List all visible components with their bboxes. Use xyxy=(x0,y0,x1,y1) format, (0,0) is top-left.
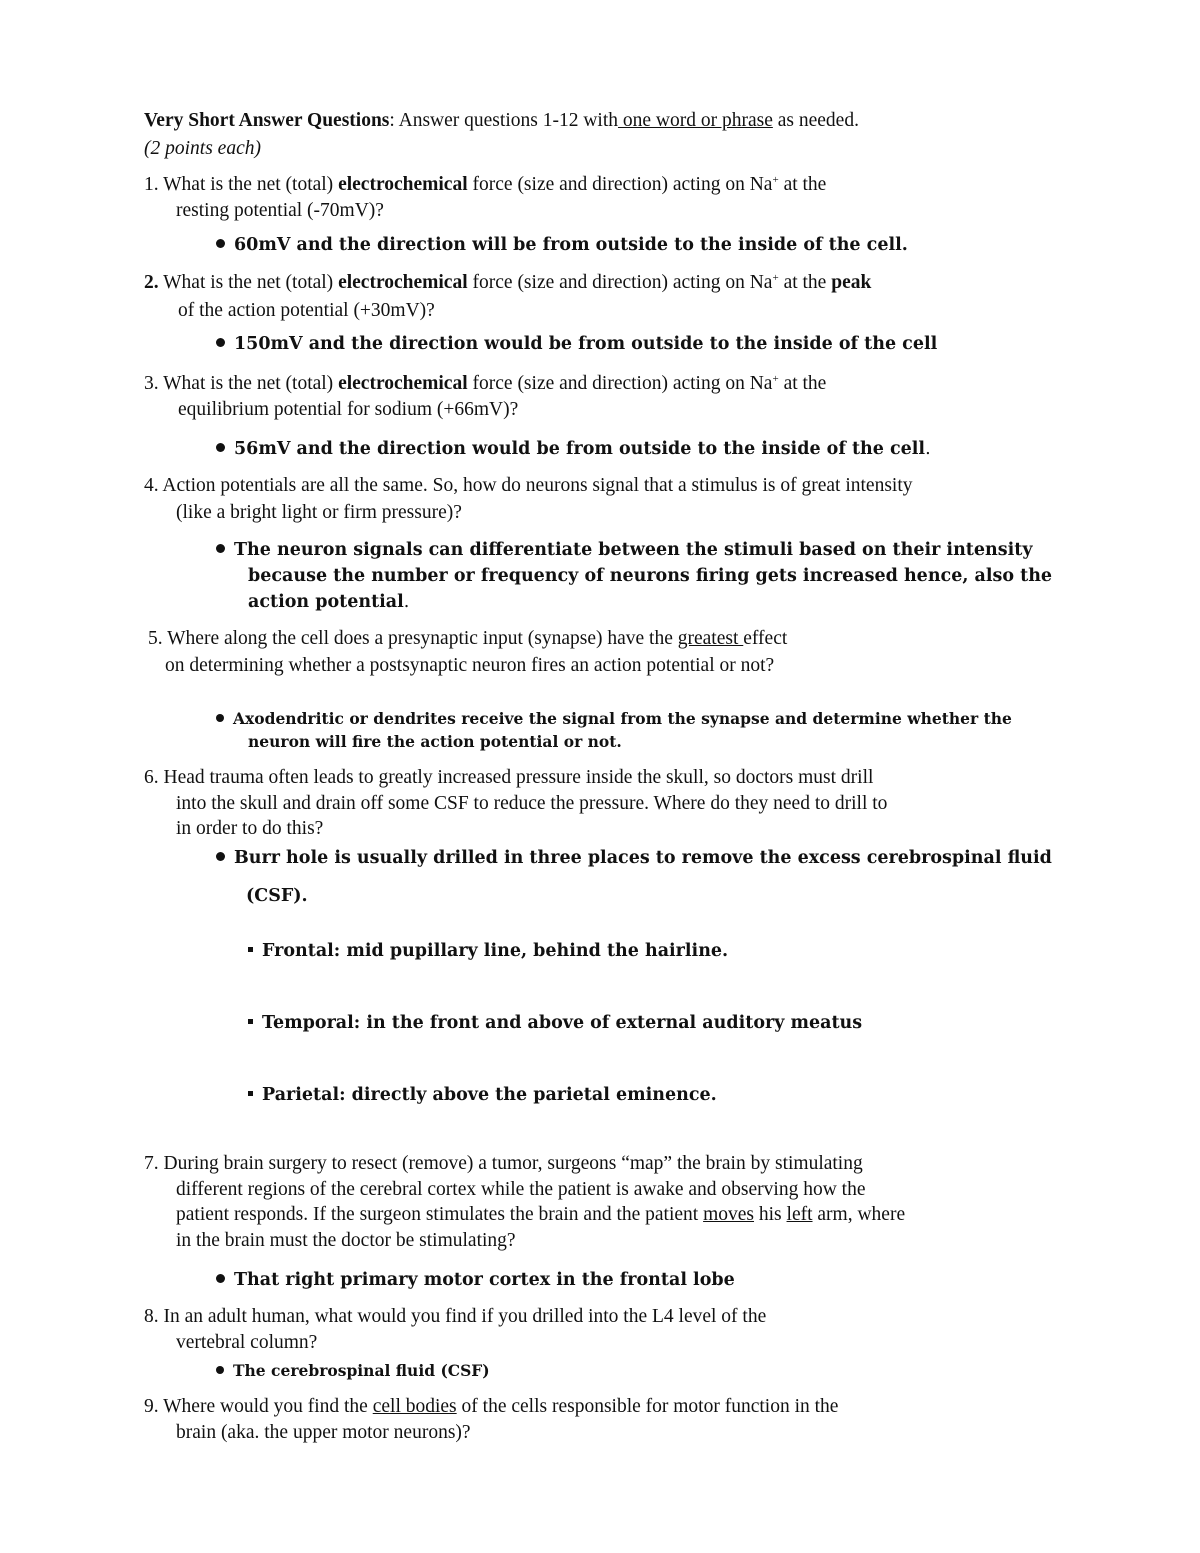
question-6-line-3: in order to do this? xyxy=(176,818,324,839)
q1-superscript: + xyxy=(772,174,779,186)
answer-2-text: 150mV and the direction would be from outside to the inside of the cell xyxy=(234,334,938,354)
question-7-line-2: different regions of the cerebral cortex while the patient is awake and observing how the xyxy=(176,1179,866,1200)
answer-1 xyxy=(216,232,908,258)
q7-text-b: his xyxy=(754,1204,787,1225)
answer-6-sub-1-text: Frontal: mid pupillary line, behind the hairline. xyxy=(262,941,729,961)
square-bullet-icon xyxy=(248,1091,253,1096)
instructions-text: Answer questions 1-12 with xyxy=(394,110,618,131)
answer-3 xyxy=(216,436,931,462)
bullet-icon xyxy=(216,1274,225,1283)
square-bullet-icon xyxy=(248,947,253,952)
instructions-underlined: one word or phrase xyxy=(617,110,773,131)
answer-4-line-1 xyxy=(216,537,1033,563)
q7-text-c: arm, where xyxy=(812,1204,906,1225)
answer-8-text: The cerebrospinal fluid (CSF) xyxy=(233,1361,490,1380)
question-7-line-3 xyxy=(176,1202,905,1228)
question-7-line-4: in the brain must the doctor be stimulating? xyxy=(176,1230,516,1251)
instructions-text-end: as needed. xyxy=(772,110,859,131)
q2-keyword-peak: peak xyxy=(831,272,872,293)
q1-text: 1. What is the net (total) xyxy=(144,174,339,195)
answer-8 xyxy=(216,1358,490,1384)
q7-underlined-moves: moves xyxy=(703,1204,755,1225)
question-6-line-1: 6. Head trauma often leads to greatly increased pressure inside the skull, so doctors must drill xyxy=(144,767,874,788)
answer-6-sub-3-text: Parietal: directly above the parietal eminence. xyxy=(262,1085,717,1105)
question-6-line-2: into the skull and drain off some CSF to reduce the pressure. Where do they need to drill to xyxy=(176,793,888,814)
question-9-line-1 xyxy=(144,1394,838,1420)
q2-superscript: + xyxy=(772,272,779,284)
answer-3-text: 56mV and the direction would be from outside to the inside of the cell xyxy=(234,439,926,459)
q7-underlined-left: left xyxy=(786,1204,813,1225)
question-8-line-1: 8. In an adult human, what would you find if you drilled into the L4 level of the xyxy=(144,1306,767,1327)
answer-6-sub-frontal xyxy=(248,938,728,964)
points-note: (2 points each) xyxy=(144,138,261,159)
q3-keyword: electrochemical xyxy=(338,373,468,394)
title-separator: : xyxy=(389,110,395,131)
q7-text-a: patient responds. If the surgeon stimulates the brain and the patient xyxy=(176,1204,704,1225)
bullet-icon xyxy=(216,443,225,452)
question-4-line-2: (like a bright light or firm pressure)? xyxy=(176,502,462,523)
bullet-icon xyxy=(216,852,225,861)
bullet-icon xyxy=(216,338,225,347)
q5-underlined: greatest xyxy=(677,628,744,649)
answer-6-line-2: (CSF). xyxy=(246,886,308,906)
question-1-line-1 xyxy=(144,172,826,198)
q2-keyword: electrochemical xyxy=(338,272,468,293)
q1-text-b: force (size and direction) acting on Na xyxy=(467,174,773,195)
q1-text-c: at the xyxy=(778,174,827,195)
answer-5-text-1: Axodendritic or dendrites receive the signal from the synapse and determine whether the xyxy=(233,709,1012,728)
answer-4-line-3 xyxy=(248,589,409,615)
square-bullet-icon xyxy=(248,1019,253,1024)
question-4-line-1: 4. Action potentials are all the same. So, how do neurons signal that a stimulus is of great intensity xyxy=(144,475,913,496)
answer-3-period: . xyxy=(925,439,931,459)
q9-underlined: cell bodies xyxy=(372,1396,457,1417)
answer-7-text: That right primary motor cortex in the frontal lobe xyxy=(234,1270,735,1290)
answer-5-line-2: neuron will fire the action potential or not. xyxy=(248,732,622,751)
question-2-line-2: of the action potential (+30mV)? xyxy=(178,300,435,321)
question-5-line-1 xyxy=(148,626,787,652)
answer-4-line-2: because the number or frequency of neurons firing gets increased hence, also the xyxy=(248,566,1053,586)
section-title: Very Short Answer Questions xyxy=(144,110,390,131)
instructions-line xyxy=(144,108,859,134)
question-8-line-2: vertebral column? xyxy=(176,1332,318,1353)
question-9-line-2: brain (aka. the upper motor neurons)? xyxy=(176,1422,471,1443)
q1-keyword: electrochemical xyxy=(338,174,468,195)
q9-text-b: of the cells responsible for motor function in the xyxy=(456,1396,839,1417)
q2-text-b: force (size and direction) acting on Na xyxy=(467,272,773,293)
answer-1-text: 60mV and the direction will be from outside to the inside of the cell. xyxy=(234,235,908,255)
answer-4-text-3: action potential xyxy=(248,592,404,612)
bullet-icon xyxy=(216,544,225,553)
answer-6-line-1 xyxy=(216,845,1052,871)
q3-text: 3. What is the net (total) xyxy=(144,373,339,394)
q3-superscript: + xyxy=(772,373,779,385)
answer-6-sub-temporal xyxy=(248,1010,862,1036)
question-3-line-1 xyxy=(144,371,826,397)
answer-6-sub-parietal xyxy=(248,1082,717,1108)
bullet-icon xyxy=(216,714,224,722)
q3-text-b: force (size and direction) acting on Na xyxy=(467,373,773,394)
answer-4-text-1: The neuron signals can differentiate between the stimuli based on their intensity xyxy=(234,540,1033,560)
answer-4-period: . xyxy=(403,592,410,612)
q2-number: 2. xyxy=(144,272,159,293)
bullet-icon xyxy=(216,239,225,248)
question-2-line-1 xyxy=(144,270,871,296)
question-5-line-2: on determining whether a postsynaptic neuron fires an action potential or not? xyxy=(165,655,775,676)
q5-text-b: effect xyxy=(743,628,788,649)
answer-2 xyxy=(216,331,937,357)
bullet-icon xyxy=(216,1366,224,1374)
question-7-line-1: 7. During brain surgery to resect (remove) a tumor, surgeons “map” the brain by stimulating xyxy=(144,1153,863,1174)
q2-text-c: at the xyxy=(778,272,832,293)
answer-6-sub-2-text: Temporal: in the front and above of external auditory meatus xyxy=(262,1013,863,1033)
q2-text: What is the net (total) xyxy=(158,272,339,293)
answer-6-text-1: Burr hole is usually drilled in three places to remove the excess cerebrospinal fluid xyxy=(234,848,1052,868)
q3-text-c: at the xyxy=(778,373,827,394)
q5-text: 5. Where along the cell does a presynaptic input (synapse) have the xyxy=(148,628,678,649)
q9-text: 9. Where would you find the xyxy=(144,1396,373,1417)
question-3-line-2: equilibrium potential for sodium (+66mV)? xyxy=(178,399,519,420)
answer-7 xyxy=(216,1267,735,1293)
question-1-line-2: resting potential (-70mV)? xyxy=(176,200,384,221)
